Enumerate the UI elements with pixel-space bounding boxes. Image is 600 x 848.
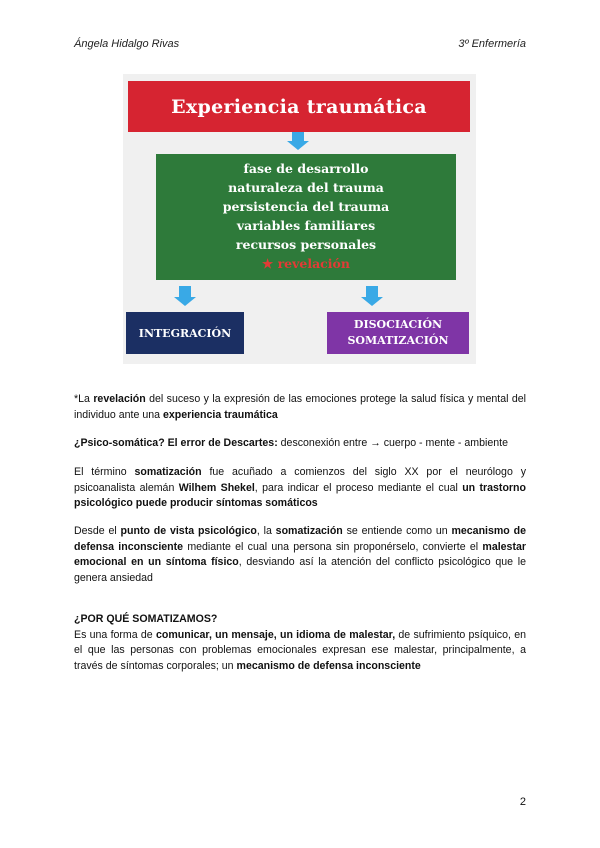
revelation-note: *La revelación del suceso y la expresión de las emociones protege la salud física y mental del individuo ante una experiencia traumática <box>74 393 526 421</box>
header-author: Ángela Hidalgo Rivas <box>74 38 180 50</box>
arrow-down-icon <box>174 297 196 306</box>
header-course: 3º Enfermería <box>458 38 526 50</box>
factor-item: persistencia del trauma <box>222 199 390 214</box>
integration-box: INTEGRACIÓN <box>126 312 244 354</box>
somatization-label: SOMATIZACIÓN <box>347 334 449 347</box>
why-somatize-section <box>74 612 526 674</box>
diagram-title: Experiencia traumática <box>128 81 470 132</box>
trauma-diagram <box>123 74 476 364</box>
descartes-paragraph: ¿Psico-somática? El error de Descartes: desconexión entre → cuerpo - mente - ambiente <box>74 437 508 449</box>
revelation-label: revelación <box>277 256 350 271</box>
arrow-down-icon <box>287 141 309 150</box>
factor-item-revelation <box>156 256 456 271</box>
factor-item: naturaleza del trauma <box>228 180 384 195</box>
psychological-view-paragraph: Desde el punto de vista psicológico, la somatización se entiende como un mecanismo de defensa inconsciente mediante el cual una persona sin proponérselo, convierte el malestar emocional en un síntoma físico, desviando así la atención del conflicto psicológico que le genera ansiedad <box>74 525 526 584</box>
page-number: 2 <box>519 796 526 808</box>
factor-item: variables familiares <box>236 218 376 233</box>
dissociation-label: DISOCIACIÓN <box>353 318 443 331</box>
star-icon: ★ <box>262 256 278 271</box>
factors-box <box>156 154 456 280</box>
section-body: Es una forma de comunicar, un mensaje, un idioma de malestar, de sufrimiento psíquico, en el que las personas con problemas emocionales expresan ese malestar, principalmente, a través de síntomas corporales; un mecanismo de defensa inconsciente <box>74 628 526 672</box>
section-heading: ¿POR QUÉ SOMATIZAMOS? <box>74 613 218 625</box>
factor-item: fase de desarrollo <box>243 161 369 176</box>
somatization-definition: El término somatización fue acuñado a comienzos del siglo XX por el neurólogo y psicoanalista alemán Wilhem Shekel, para indicar el proceso mediante el cual un trastorno psicológico puede producir síntomas somáticos <box>74 466 526 509</box>
arrow-down-icon <box>361 297 383 306</box>
factor-item: recursos personales <box>235 237 377 252</box>
dissociation-box <box>327 312 469 354</box>
